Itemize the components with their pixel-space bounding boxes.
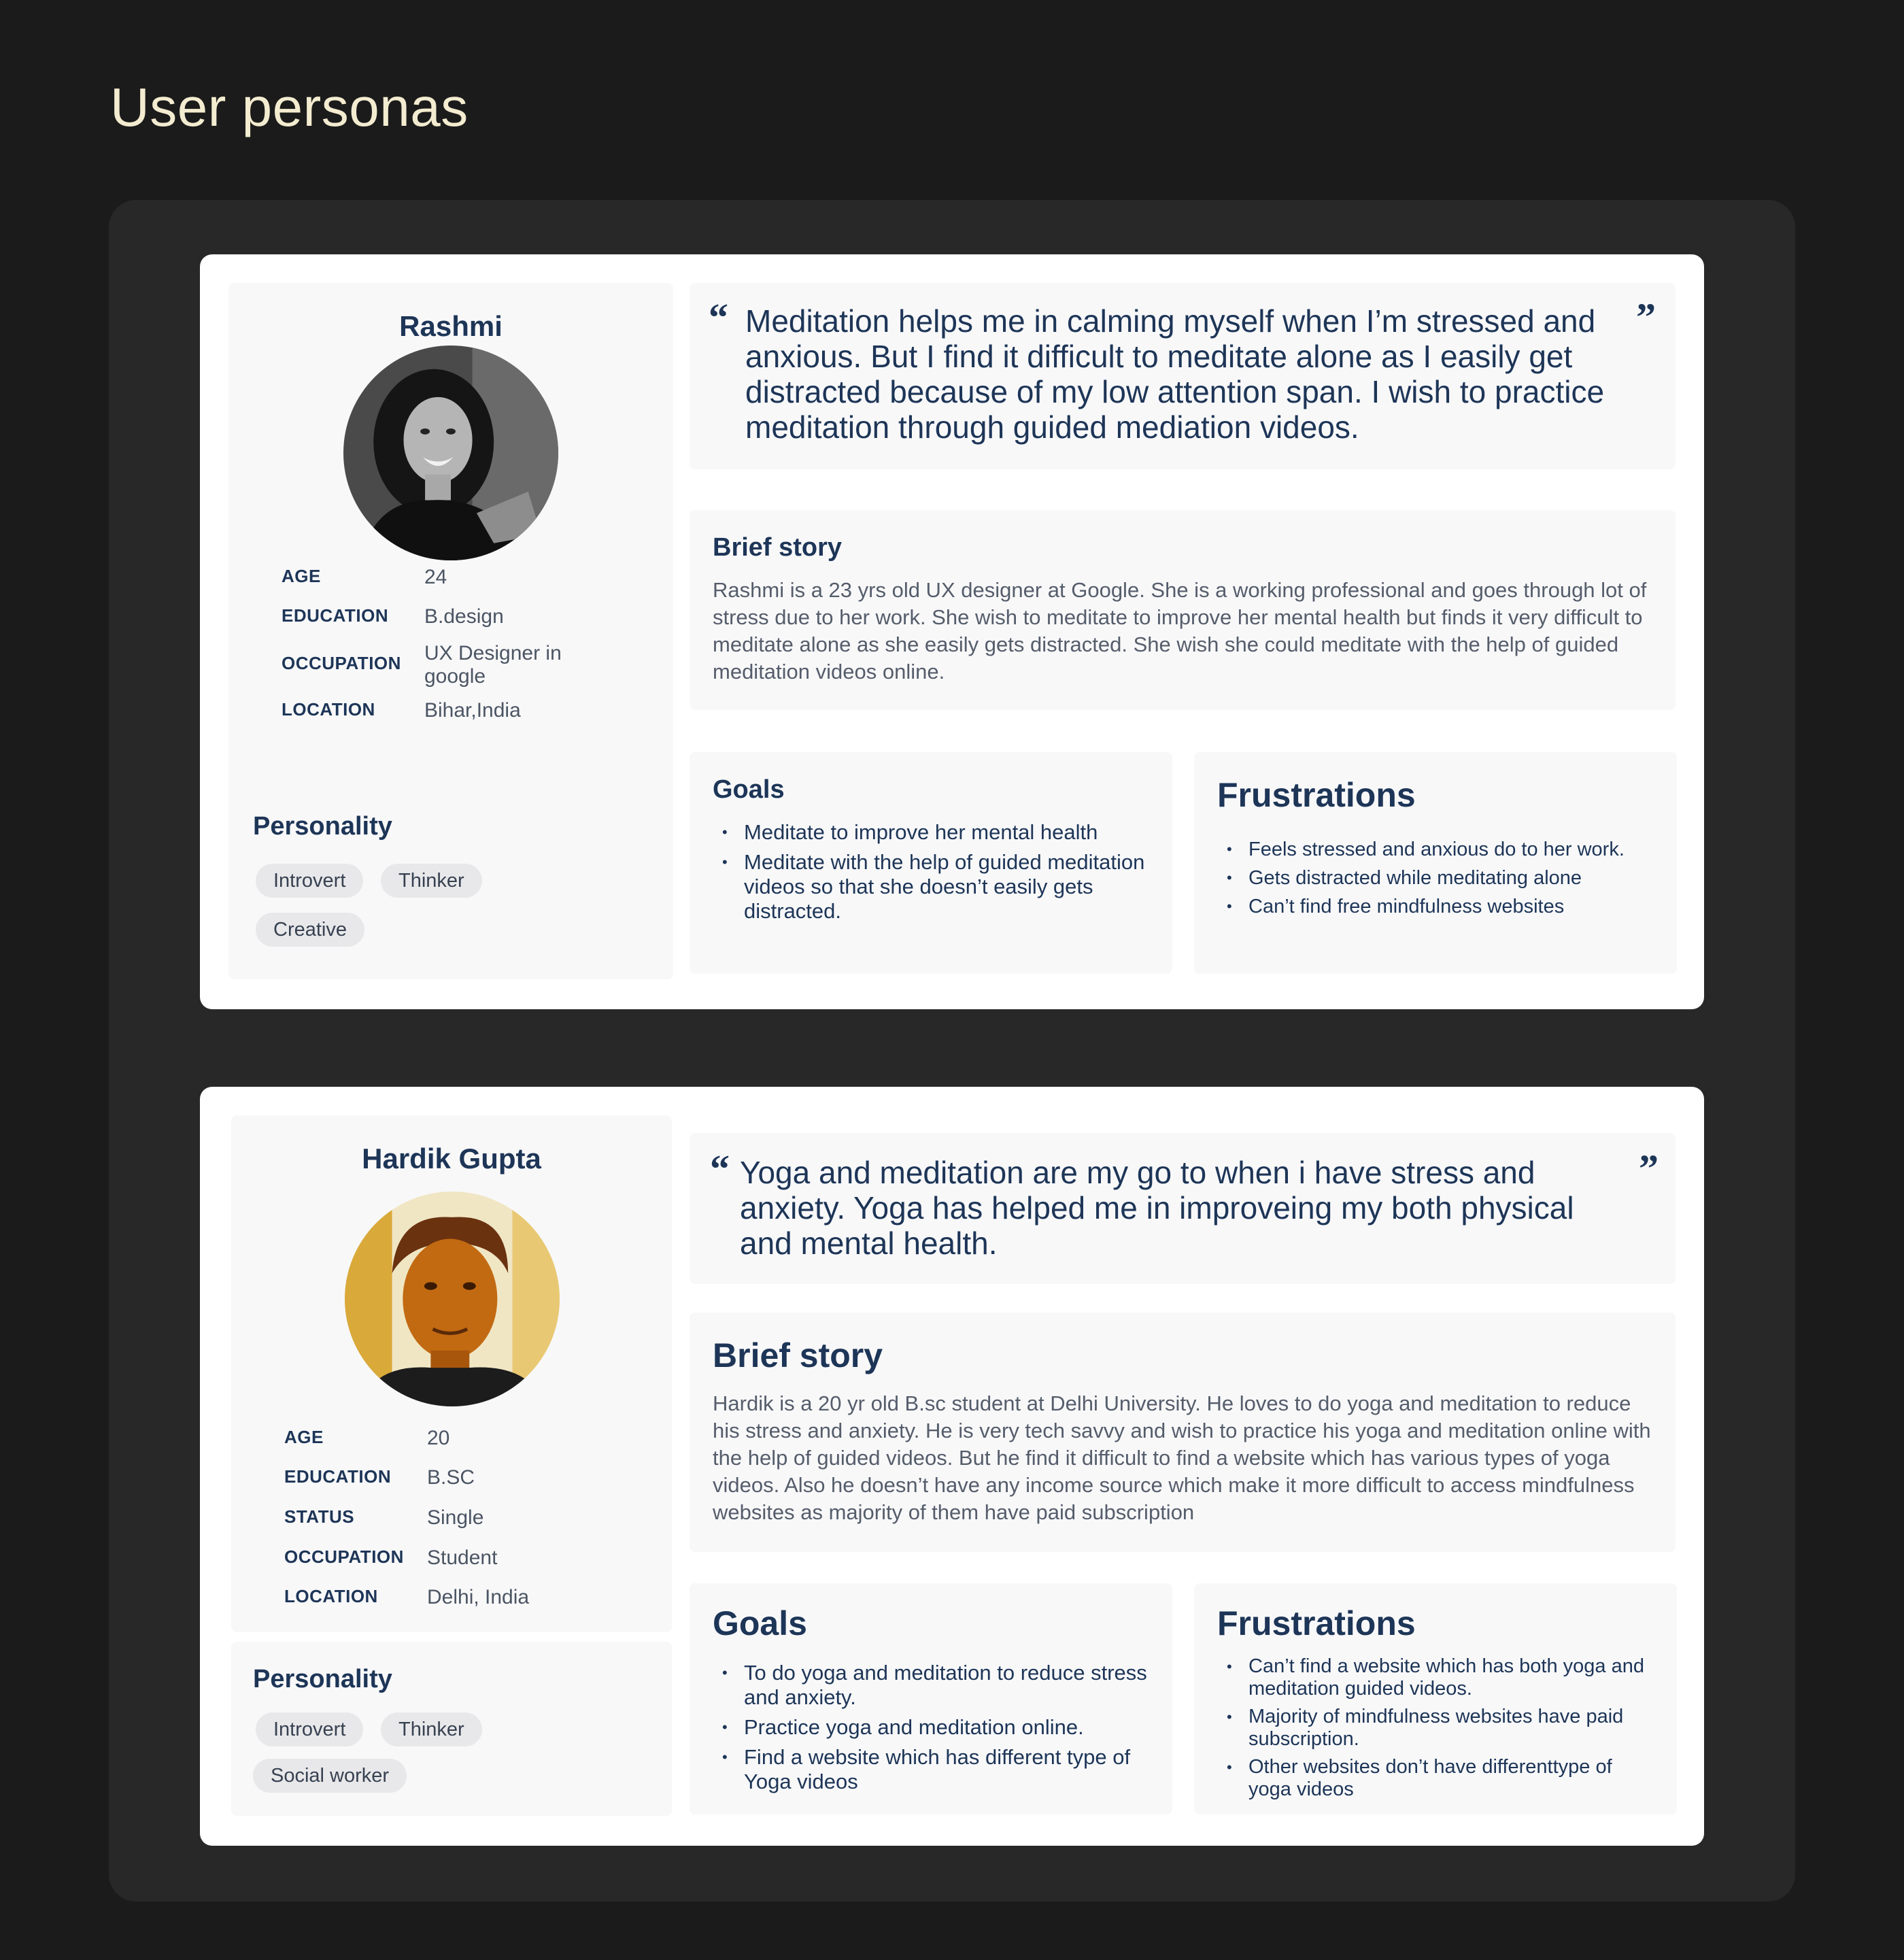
brief-story-box (690, 510, 1676, 710)
brief-story-box (690, 1313, 1676, 1552)
frustration-item: • Majority of mindfulness websites have paid subscription. (1217, 1706, 1659, 1751)
personality-tag: Creative (256, 913, 364, 947)
quote-box (690, 1133, 1676, 1284)
fact-label: EDUCATION (284, 1466, 392, 1487)
profile-column (228, 283, 673, 979)
quote-box (690, 283, 1676, 469)
fact-value: 20 (427, 1427, 450, 1449)
fact-label: OCCUPATION (282, 653, 401, 673)
frustrations-title: Frustrations (1217, 1604, 1416, 1642)
fact-label: OCCUPATION (284, 1547, 404, 1567)
close-quote-icon: ” (1636, 295, 1656, 339)
goals-list (713, 820, 1148, 924)
goal-item: • Find a website which has different type of Yoga videos (713, 1745, 1148, 1794)
fact-value: 24 (424, 566, 447, 588)
frustrations-list (1217, 1655, 1659, 1801)
fact-label: EDUCATION (282, 605, 389, 626)
open-quote-icon: “ (710, 1147, 730, 1191)
personality-box (231, 1642, 672, 1816)
goal-item: • Meditate to improve her mental health (713, 820, 1148, 845)
personality-title: Personality (253, 1665, 392, 1693)
avatar (345, 1192, 560, 1406)
persona-quote: Yoga and meditation are my go to when i have stress and anxiety. Yoga has helped me in improveing my both physical and mental health. (740, 1155, 1574, 1261)
goal-item: • Practice yoga and meditation online. (713, 1715, 1148, 1740)
frustration-item: • Gets distracted while meditating alone (1217, 864, 1659, 892)
close-quote-icon: ” (1639, 1147, 1659, 1191)
frustrations-title: Frustrations (1217, 776, 1416, 814)
goal-item: • To do yoga and meditation to reduce stress and anxiety. (713, 1661, 1148, 1710)
brief-story-text: Rashmi is a 23 yrs old UX designer at Google. She is a working professional and goes through lot of stress due to her work. She wish to meditate to improve her mental health but finds it very difficult to meditate alone as she easily gets distracted. She wish she could meditate with the help of guided meditation videos online. (713, 578, 1647, 683)
fact-label: LOCATION (282, 699, 375, 720)
goals-title: Goals (713, 775, 785, 804)
frustrations-list (1217, 835, 1659, 921)
fact-label: LOCATION (284, 1586, 378, 1606)
brief-story-title: Brief story (713, 533, 843, 562)
frustrations-box (1194, 752, 1677, 974)
persona-quote: Meditation helps me in calming myself when I’m stressed and anxious. But I find it difficult to meditate alone as I easily get distracted because of my low attention span. I wish to practice meditation through guided mediation videos. (745, 303, 1605, 445)
personality-title: Personality (253, 812, 392, 841)
persona-name: Hardik Gupta (362, 1143, 541, 1175)
goals-box (690, 1583, 1172, 1814)
personality-tag: Thinker (381, 1712, 482, 1746)
person-photo-male-icon (345, 1192, 560, 1406)
personality-tag: Introvert (256, 1712, 363, 1746)
brief-story-text: Hardik is a 20 yr old B.sc student at Delhi University. He loves to do yoga and meditation to reduce his stress and anxiety. He is very tech savvy and wish to practice his yoga and meditation online with the help of guided videos. But he find it difficult to find a website which has various types of yoga videos. Also he doesn’t have any income source which make it more difficult to access mindfulness websites as majority of them have paid subscription (713, 1391, 1651, 1524)
goals-title: Goals (713, 1604, 807, 1642)
fact-value: B.SC (427, 1466, 475, 1489)
persona-card-rashmi (200, 254, 1704, 1009)
fact-value: Delhi, India (427, 1586, 530, 1608)
fact-label: AGE (284, 1427, 324, 1447)
frustrations-box (1194, 1583, 1677, 1814)
fact-label: STATUS (284, 1506, 355, 1527)
goals-list (713, 1661, 1148, 1794)
persona-card-hardik (200, 1087, 1704, 1846)
frustration-item: • Other websites don’t have differenttype of yoga videos (1217, 1756, 1659, 1801)
frustration-item: • Feels stressed and anxious do to her work. (1217, 835, 1659, 864)
page-title: User personas (110, 77, 469, 137)
fact-value: Student (427, 1547, 498, 1569)
goals-box (690, 752, 1172, 974)
persona-name: Rashmi (399, 310, 503, 342)
fact-label: AGE (282, 566, 321, 586)
frustration-item: • Can’t find free mindfulness websites (1217, 892, 1659, 921)
frustration-item: • Can’t find a website which has both yoga and meditation guided videos. (1217, 1655, 1659, 1700)
personality-tag: Introvert (256, 864, 363, 898)
profile-column (231, 1115, 672, 1632)
fact-value: Bihar,India (424, 699, 521, 722)
fact-value: UX Designer in google (424, 642, 562, 688)
fact-value: Single (427, 1506, 484, 1529)
fact-value: B.design (424, 605, 504, 628)
goal-item: • Meditate with the help of guided meditation videos so that she doesn’t easily gets distracted. (713, 850, 1148, 924)
brief-story-title: Brief story (713, 1336, 883, 1374)
open-quote-icon: “ (709, 295, 728, 339)
avatar (343, 345, 558, 560)
person-photo-female-icon (343, 345, 558, 560)
personality-tag: Social worker (253, 1759, 407, 1793)
personality-tag: Thinker (381, 864, 482, 898)
